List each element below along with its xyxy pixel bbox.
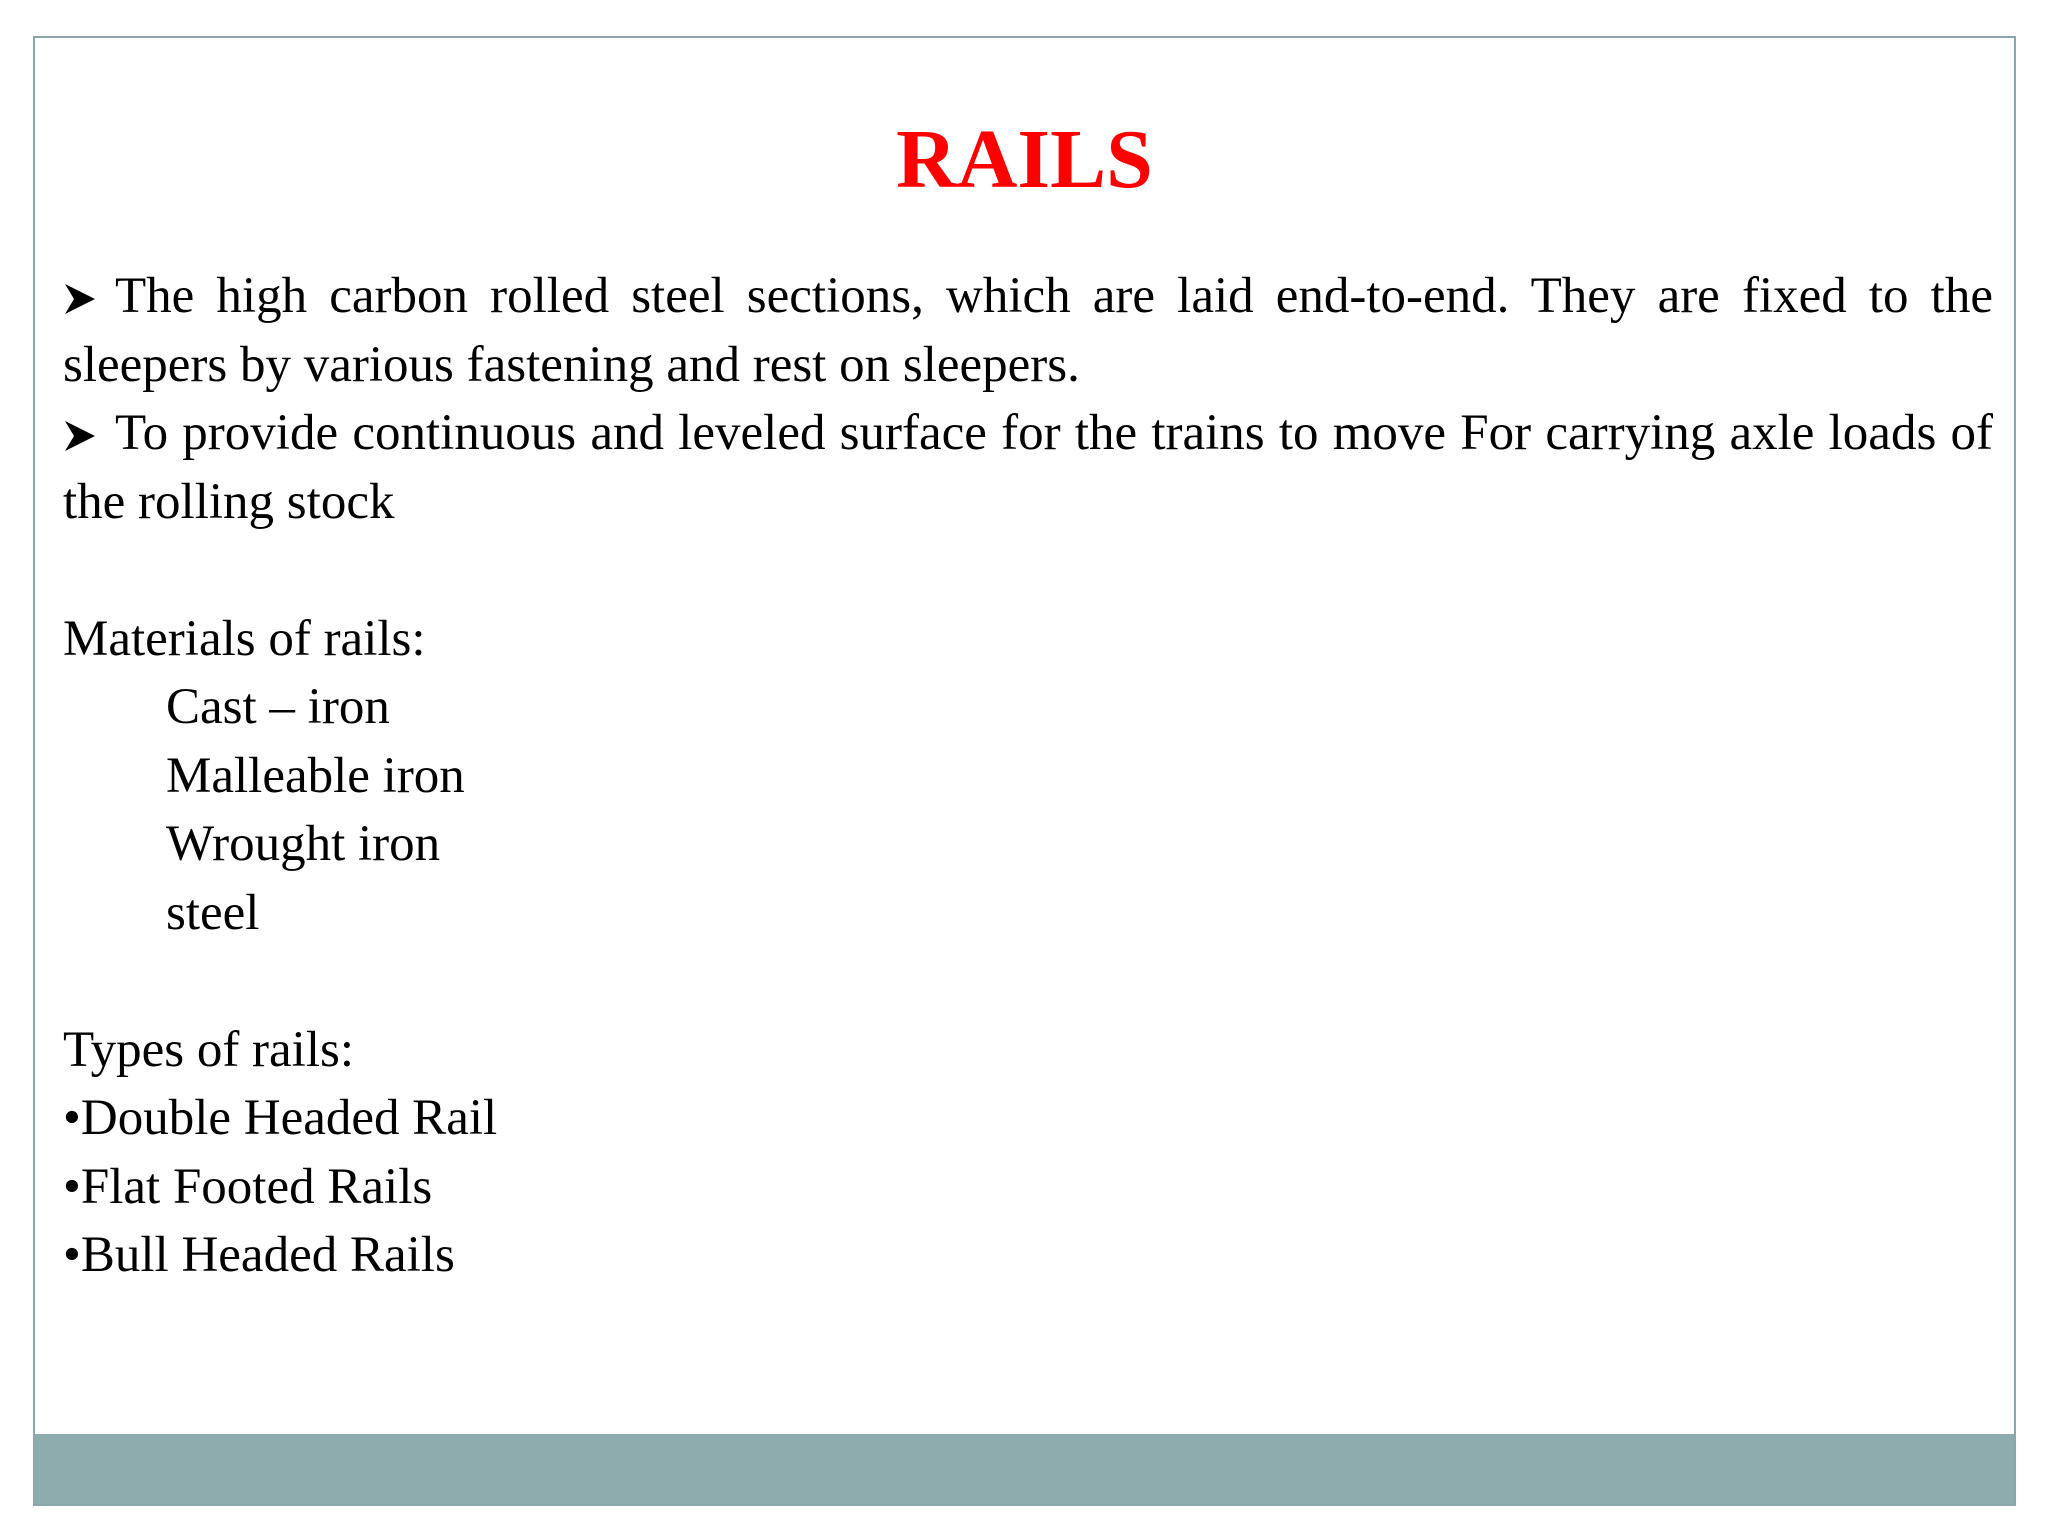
point-1-text: The high carbon rolled steel sections, which are laid end-to-end. They are fixed to the sleepers by various fastening and rest on sleepers. (63, 268, 1993, 393)
arrow-bullet-icon (63, 262, 115, 331)
spacer (63, 947, 1993, 1016)
list-item (63, 1084, 1993, 1153)
point-2 (63, 399, 1993, 536)
list-item (63, 1153, 1993, 1222)
materials-list (63, 673, 1993, 947)
list-item: Cast – iron (166, 679, 390, 735)
materials-heading: Materials of rails: (63, 610, 426, 667)
point-2-text: To provide continuous and leveled surface for the trains to move For carrying axle loads of the rolling stock (63, 405, 1993, 530)
list-item-label: Double Headed Rail (80, 1090, 498, 1146)
types-heading: Types of rails: (63, 1021, 355, 1078)
list-item: Wrought iron (166, 816, 441, 872)
footer-bar (35, 1434, 2014, 1504)
spacer (63, 536, 1993, 605)
list-item-label: Flat Footed Rails (80, 1158, 433, 1215)
slide-title: RAILS (896, 113, 1153, 206)
types-list (63, 1084, 1993, 1290)
slide (33, 36, 2016, 1506)
point-1 (63, 262, 1993, 399)
list-item: Malleable iron (166, 747, 465, 804)
arrow-bullet-icon (63, 399, 115, 468)
list-item-label: Bull Headed Rails (80, 1227, 455, 1283)
list-item (63, 1221, 1993, 1290)
slide-body (63, 262, 1993, 1290)
list-item: steel (166, 884, 260, 941)
bullet-icon: • (63, 1158, 81, 1215)
bullet-icon: • (63, 1227, 81, 1283)
bullet-icon: • (63, 1090, 81, 1146)
